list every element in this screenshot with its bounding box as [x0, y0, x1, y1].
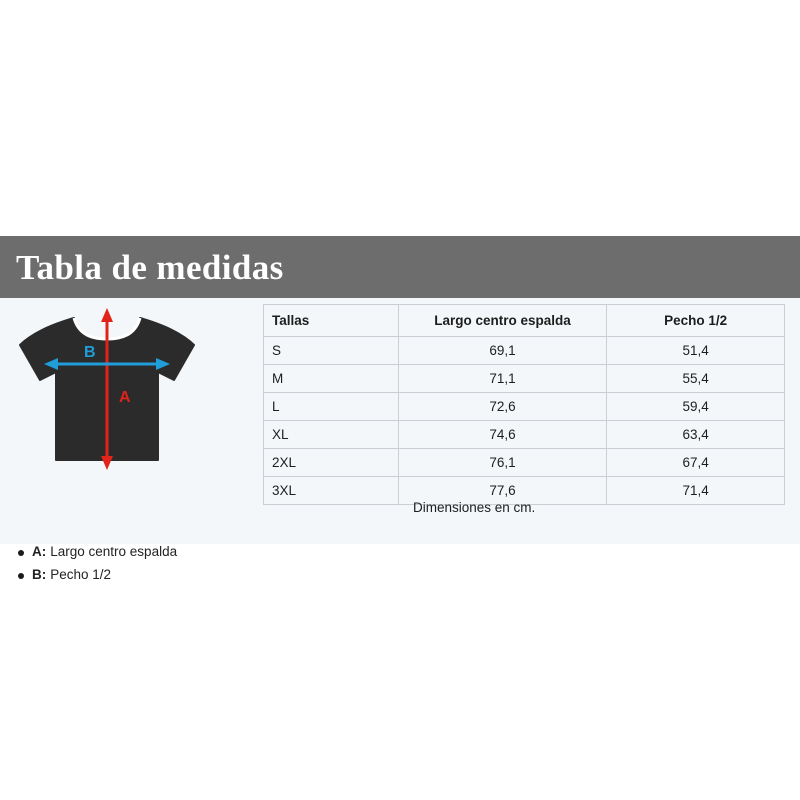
column-header-chest: Pecho 1/2 [607, 305, 785, 337]
column-header-sizes: Tallas [264, 305, 399, 337]
bullet-icon [18, 550, 24, 556]
units-note: Dimensiones en cm. [413, 500, 536, 515]
bullet-icon [18, 573, 24, 579]
legend-item-a [18, 544, 253, 560]
legend-text-a: Largo centro espalda [50, 544, 178, 559]
cell-length: 74,6 [398, 421, 607, 449]
cell-size: M [264, 365, 399, 393]
legend-text-b: Pecho 1/2 [50, 567, 112, 583]
cell-length: 69,1 [398, 337, 607, 365]
table-row [264, 393, 785, 421]
legend [18, 544, 253, 590]
cell-length: 77,6 [398, 477, 607, 505]
cell-length: 76,1 [398, 449, 607, 477]
measurements-table-wrap [263, 304, 785, 515]
shirt-illustration [0, 298, 252, 583]
column-header-length: Largo centro espalda [398, 305, 607, 337]
cell-chest: 71,4 [607, 477, 785, 505]
cell-size: S [264, 337, 399, 365]
page-title: Tabla de medidas [16, 247, 284, 287]
label-b: B [84, 344, 96, 361]
cell-chest: 63,4 [607, 421, 785, 449]
measurements-table [263, 304, 785, 505]
legend-key-b: B: [32, 567, 47, 583]
table-row [264, 365, 785, 393]
cell-size: 2XL [264, 449, 399, 477]
cell-length: 71,1 [398, 365, 607, 393]
size-chart-card [0, 236, 800, 583]
cell-chest: 67,4 [607, 449, 785, 477]
cell-length: 72,6 [398, 393, 607, 421]
cell-chest: 55,4 [607, 365, 785, 393]
table-row [264, 337, 785, 365]
card-title-bar [0, 236, 800, 298]
label-a: A [119, 389, 131, 406]
table-header-row [264, 305, 785, 337]
cell-chest: 59,4 [607, 393, 785, 421]
legend-item-b [18, 567, 253, 583]
table-row [264, 449, 785, 477]
cell-size: L [264, 393, 399, 421]
table-row [264, 421, 785, 449]
cell-size: XL [264, 421, 399, 449]
legend-key-a: A: [32, 544, 47, 559]
cell-chest: 51,4 [607, 337, 785, 365]
cell-size: 3XL [264, 477, 399, 505]
tshirt-icon [12, 304, 222, 484]
